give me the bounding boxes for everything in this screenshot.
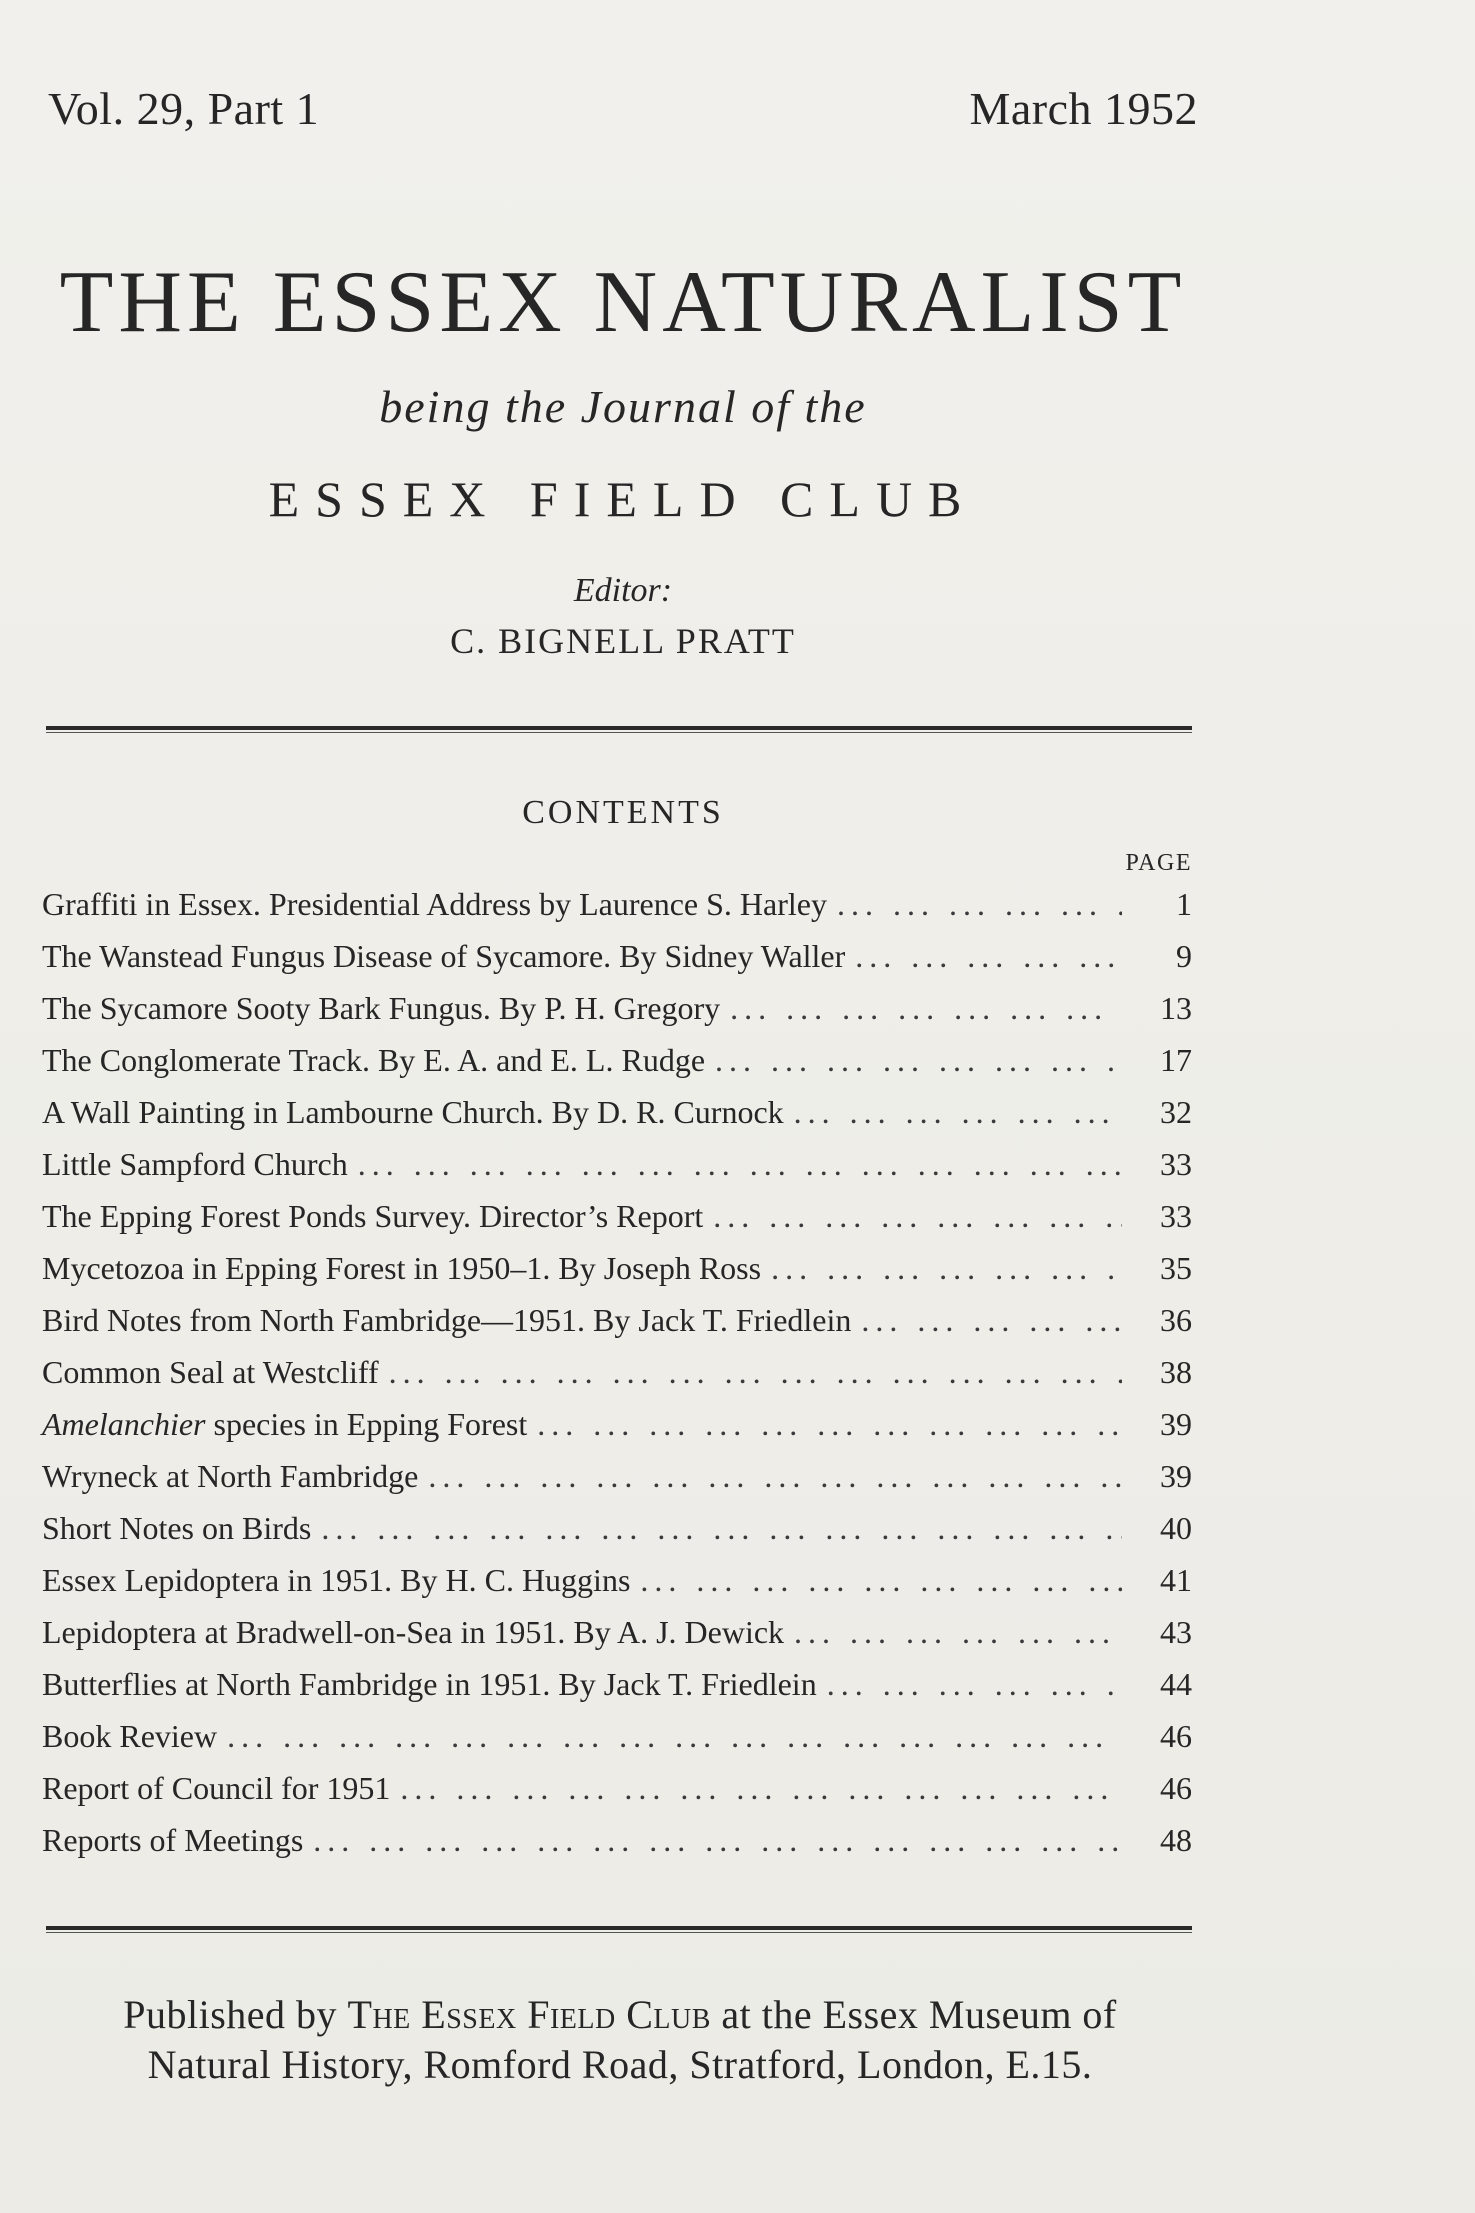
toc-entry [42, 1094, 1192, 1146]
toc-entry-title-text: Graffiti in Essex. Presidential Address by Laurence S. Harley [42, 886, 827, 922]
toc-entry-title [42, 1614, 784, 1651]
toc-entry-title [42, 1094, 784, 1131]
toc-entry-title [42, 1250, 761, 1287]
toc-entry-page: 40 [1160, 1510, 1192, 1546]
toc-leader-dots [389, 1354, 1122, 1391]
editor-label: Editor: [573, 572, 673, 609]
toc-entry-page: 33 [1160, 1146, 1192, 1182]
toc-entry-title-text: The Conglomerate Track. By E. A. and E. L. Rudge [42, 1042, 706, 1078]
publisher-prefix: Published by [123, 1992, 348, 2037]
toc-leader-dots [855, 938, 1122, 975]
toc-leader-dots [713, 1198, 1122, 1235]
toc-entry-page: 41 [1160, 1562, 1192, 1598]
issue-line [48, 82, 1198, 135]
publisher-suffix: at the Essex Museum of [710, 1992, 1117, 2037]
toc-entry [42, 1614, 1192, 1666]
toc-entry-title [42, 1198, 703, 1235]
toc-entry-title [42, 1822, 303, 1859]
toc-entry-page: 33 [1160, 1198, 1192, 1234]
toc-entry-title-text: Essex Lepidoptera in 1951. By H. C. Huggins [42, 1562, 631, 1598]
publisher-name: The Essex Field Club [347, 1992, 711, 2037]
publisher-address: Natural History, Romford Road, Stratford, London, E.15. [147, 2042, 1093, 2087]
toc-entry-title-text: Report of Council for 1951 [42, 1770, 391, 1806]
toc-entry [42, 886, 1192, 938]
toc-entry-title-text: Short Notes on Birds [42, 1510, 312, 1546]
journal-subtitle: being the Journal of the [379, 381, 867, 432]
toc-leader-dots [358, 1146, 1122, 1183]
toc-entry-page: 13 [1160, 990, 1192, 1026]
toc-entry-page: 46 [1160, 1770, 1192, 1806]
toc-leader-dots [861, 1302, 1122, 1339]
toc-entry-title-text: Mycetozoa in Epping Forest in 1950–1. By Joseph Ross [42, 1250, 762, 1286]
contents-heading: CONTENTS [522, 794, 724, 831]
toc-entry-title-text: The Sycamore Sooty Bark Fungus. By P. H. Gregory [42, 990, 721, 1026]
toc-leader-dots [400, 1770, 1122, 1807]
toc-entry-title-text: Lepidoptera at Bradwell-on-Sea in 1951. By A. J. Dewick [42, 1614, 785, 1650]
toc-entry-page: 39 [1160, 1458, 1192, 1494]
toc-entry-title [42, 1666, 817, 1703]
toc-entry [42, 1770, 1192, 1822]
toc-entry [42, 1510, 1192, 1562]
toc-entry [42, 990, 1192, 1042]
toc-leader-dots [428, 1458, 1122, 1495]
toc-leader-dots [794, 1094, 1122, 1131]
toc-entry-title [42, 1042, 705, 1079]
toc-entry-title-text: Little Sampford Church [42, 1146, 348, 1182]
toc-entry-title [42, 1770, 390, 1807]
toc-leader-dots [715, 1042, 1122, 1079]
toc-leader-dots [321, 1510, 1122, 1547]
toc-entry-page: 17 [1160, 1042, 1192, 1078]
toc-entry-title [42, 938, 845, 975]
toc-entry-title-text: A Wall Painting in Lambourne Church. By D. R. Curnock [42, 1094, 784, 1130]
toc-entry-page: 46 [1160, 1718, 1192, 1754]
toc-entry-title [42, 1354, 379, 1391]
toc-leader-dots [837, 886, 1122, 923]
toc-leader-dots [227, 1718, 1122, 1755]
toc-entry-page: 48 [1160, 1822, 1192, 1858]
club-name: ESSEX FIELD CLUB [268, 471, 978, 527]
toc-leader-dots [537, 1406, 1122, 1443]
toc-entry-title-text: species in Epping Forest [205, 1406, 528, 1442]
top-divider [46, 726, 1192, 733]
toc-entry-title [42, 1562, 630, 1599]
editor-name: C. BIGNELL PRATT [450, 621, 796, 661]
toc-entry [42, 1406, 1192, 1458]
toc-entry [42, 1718, 1192, 1770]
toc-entry [42, 1146, 1192, 1198]
toc-entry-title-text: Reports of Meetings [42, 1822, 304, 1858]
table-of-contents [42, 886, 1192, 1874]
toc-entry-title-text: Wryneck at North Fambridge [42, 1458, 419, 1494]
toc-entry-page: 43 [1160, 1614, 1192, 1650]
toc-entry-title [42, 1146, 348, 1183]
toc-entry [42, 1458, 1192, 1510]
toc-entry [42, 1198, 1192, 1250]
toc-entry-title-text: The Epping Forest Ponds Survey. Director’s Report [42, 1198, 704, 1234]
toc-leader-dots [313, 1822, 1122, 1859]
toc-entry [42, 1354, 1192, 1406]
volume-label: Vol. 29, Part 1 [48, 83, 320, 134]
toc-entry [42, 1562, 1192, 1614]
toc-entry-page: 36 [1160, 1302, 1192, 1338]
toc-leader-dots [827, 1666, 1122, 1703]
toc-entry-title-text: Common Seal at Westcliff [42, 1354, 379, 1390]
toc-entry-title [42, 1406, 527, 1443]
toc-entry [42, 1822, 1192, 1874]
toc-entry-title-text: Book Review [42, 1718, 218, 1754]
toc-entry-title [42, 1302, 851, 1339]
bottom-divider [46, 1926, 1192, 1933]
toc-entry-page: 35 [1160, 1250, 1192, 1286]
toc-entry [42, 1302, 1192, 1354]
publisher-note [30, 1990, 1210, 2090]
toc-entry-title [42, 886, 827, 923]
toc-entry-page: 9 [1176, 938, 1192, 974]
toc-entry [42, 1666, 1192, 1718]
toc-entry-title [42, 1718, 217, 1755]
toc-entry-title-text: Bird Notes from North Fambridge—1951. By Jack T. Friedlein [42, 1302, 852, 1338]
toc-leader-dots [771, 1250, 1122, 1287]
journal-title: THE ESSEX NATURALIST [59, 254, 1187, 351]
toc-entry-title [42, 1510, 311, 1547]
page-column-heading: PAGE [1125, 850, 1192, 876]
issue-date: March 1952 [969, 83, 1198, 134]
toc-entry [42, 1042, 1192, 1094]
toc-leader-dots [730, 990, 1122, 1027]
toc-entry-title-italic: Amelanchier [42, 1406, 206, 1442]
toc-entry-title [42, 990, 720, 1027]
toc-leader-dots [640, 1562, 1122, 1599]
toc-entry-title [42, 1458, 418, 1495]
toc-entry-title-text: Butterflies at North Fambridge in 1951. By Jack T. Friedlein [42, 1666, 817, 1702]
toc-leader-dots [794, 1614, 1122, 1651]
toc-entry-page: 38 [1160, 1354, 1192, 1390]
toc-entry-title-text: The Wanstead Fungus Disease of Sycamore. By Sidney Waller [42, 938, 846, 974]
toc-entry [42, 1250, 1192, 1302]
toc-entry-page: 44 [1160, 1666, 1192, 1702]
toc-entry-page: 1 [1176, 886, 1192, 922]
toc-entry-page: 39 [1160, 1406, 1192, 1442]
toc-entry [42, 938, 1192, 990]
toc-entry-page: 32 [1160, 1094, 1192, 1130]
